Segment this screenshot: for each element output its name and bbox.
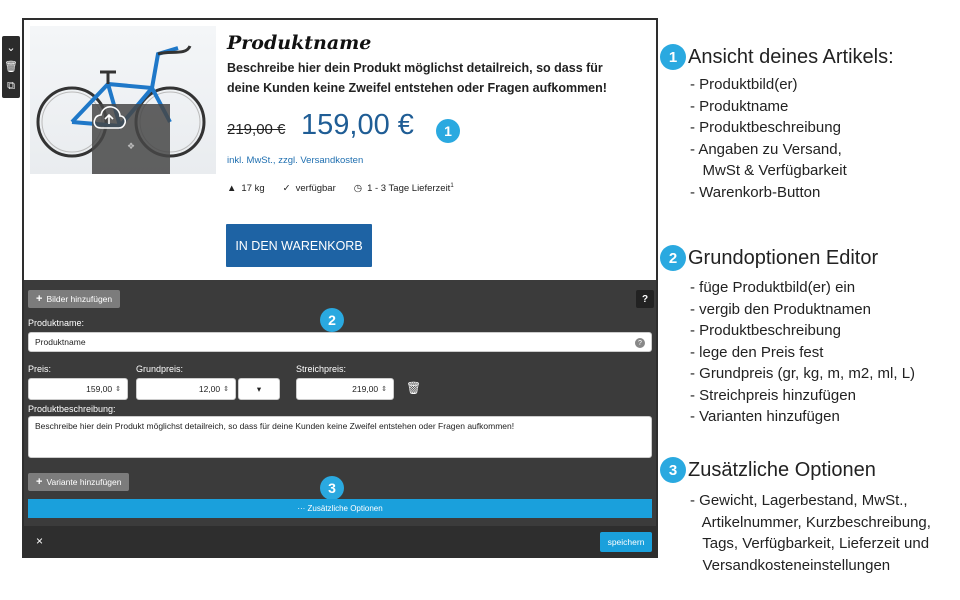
list-item: Versandkosteneinstellungen — [690, 556, 891, 574]
plus-icon: + — [36, 476, 43, 488]
product-name-input[interactable] — [28, 332, 652, 352]
plus-icon: + — [36, 293, 43, 305]
stepper-icon[interactable]: ⇕ — [115, 386, 121, 393]
description-textarea[interactable]: Beschreibe hier dein Produkt möglichst detailreich, so dass für deine Kunden keine Zweifel entstehen oder Fragen aufkommen! — [28, 416, 652, 458]
list-item: Artikelnummer, Kurzbeschreibung, — [690, 513, 931, 531]
list-item: - Gewicht, Lagerbestand, MwSt., — [690, 492, 908, 509]
explain-badge-1: 1 — [660, 44, 686, 70]
trash-icon[interactable]: 🗑 — [4, 60, 18, 73]
chevron-down-icon[interactable]: ⌄ — [6, 42, 16, 55]
help-circle-icon[interactable]: ? — [635, 338, 645, 348]
help-button[interactable]: ? — [636, 290, 654, 308]
trash-icon[interactable]: 🗑 — [406, 381, 422, 395]
product-title: Produktname — [227, 32, 372, 54]
close-icon[interactable]: × — [36, 534, 44, 548]
dropbox-icon[interactable]: ❖ — [126, 140, 136, 151]
basic-options-editor — [24, 280, 656, 556]
section-list-1 — [690, 74, 847, 203]
list-item: - Produktname — [690, 97, 789, 115]
stepper-icon[interactable]: ⇕ — [381, 386, 387, 393]
tax-shipping-note[interactable]: inkl. MwSt., zzgl. Versandkosten — [227, 155, 364, 166]
explain-badge-3: 3 — [660, 457, 686, 483]
delivery-value: 1 - 3 Tage Lieferzeit — [367, 183, 451, 195]
weight-value: 17 kg — [241, 183, 265, 194]
unit-select[interactable] — [238, 378, 280, 400]
product-name-label: Produktname: — [28, 318, 85, 328]
product-editor-frame — [22, 18, 658, 558]
product-description: Beschreibe hier dein Produkt möglichst detailreich, so dass für deine Kunden keine Zweifel entstehen oder Fragen aufkommen! — [227, 61, 607, 95]
product-preview — [24, 20, 656, 280]
save-button[interactable]: speichern — [600, 532, 652, 552]
list-item: - Produktbeschreibung — [690, 322, 841, 339]
list-item: - füge Produktbild(er) ein — [690, 279, 856, 296]
strike-price-value: 219,00 — [352, 384, 379, 394]
explanation-panel — [660, 0, 960, 600]
add-variant-label: Variante hinzufügen — [46, 477, 122, 487]
strike-price-input[interactable] — [296, 378, 394, 400]
weight-info — [227, 183, 265, 194]
list-item: - Varianten hinzufügen — [690, 408, 840, 425]
section-title-3: Zusätzliche Optionen — [688, 459, 876, 481]
clock-icon: ◷ — [353, 183, 363, 195]
base-price-value: 12,00 — [198, 384, 221, 394]
section-title-2: Grundoptionen Editor — [688, 247, 879, 269]
add-images-label: Bilder hinzufügen — [46, 294, 113, 304]
list-item: - Grundpreis (gr, kg, m, m2, ml, L) — [690, 365, 916, 382]
product-meta — [227, 183, 454, 194]
list-item: - vergib den Produktnamen — [690, 300, 871, 318]
extra-options-button[interactable]: ··· Zusätzliche Optionen — [28, 499, 652, 518]
availability-value: verfügbar — [295, 183, 336, 194]
add-to-cart-button[interactable]: IN DEN WARENKORB — [226, 224, 372, 267]
list-item: - lege den Preis fest — [690, 343, 824, 361]
editor-footer — [24, 526, 656, 556]
list-item: - Produktbild(er) — [690, 76, 798, 93]
mini-toolbar — [2, 36, 20, 98]
callout-badge-1: 1 — [436, 119, 460, 143]
list-item: - Produktbeschreibung — [690, 119, 841, 136]
callout-badge-2: 2 — [320, 308, 344, 332]
delivery-footnote: 1 — [450, 183, 454, 189]
duplicate-icon[interactable]: ⧉ — [7, 79, 15, 92]
cloud-upload-icon — [92, 104, 126, 132]
stepper-icon[interactable]: ⇕ — [223, 386, 229, 393]
check-icon: ✓ — [282, 183, 291, 194]
weight-icon: ▲ — [227, 183, 237, 194]
current-price: 159,00 € — [301, 109, 414, 141]
add-images-button[interactable] — [28, 290, 120, 308]
price-label: Preis: — [28, 364, 52, 374]
description-label: Produktbeschreibung: — [28, 404, 116, 414]
availability-info — [283, 183, 336, 194]
chevron-down-icon: ▾ — [256, 383, 262, 394]
section-list-3 — [690, 490, 931, 576]
base-price-label: Grundpreis: — [136, 364, 184, 374]
product-image[interactable] — [30, 26, 216, 174]
product-name-value: Produktname — [35, 337, 86, 347]
callout-badge-3: 3 — [320, 476, 344, 500]
add-variant-button[interactable] — [28, 473, 129, 491]
explain-badge-2: 2 — [660, 245, 686, 271]
delivery-info — [354, 183, 454, 194]
list-item: MwSt & Verfügbarkeit — [690, 162, 847, 179]
list-item: - Streichpreis hinzufügen — [690, 386, 856, 404]
section-list-2 — [690, 277, 915, 428]
list-item: Tags, Verfügbarkeit, Lieferzeit und — [690, 535, 930, 552]
section-title-1: Ansicht deines Artikels: — [688, 46, 894, 68]
upload-image-button[interactable] — [92, 104, 170, 174]
list-item: - Warenkorb-Button — [690, 183, 821, 201]
list-item: - Angaben zu Versand, — [690, 140, 842, 158]
price-input[interactable] — [28, 378, 128, 400]
price-value: 159,00 — [86, 384, 113, 394]
strike-price: 219,00 € — [227, 121, 286, 138]
base-price-input[interactable] — [136, 378, 236, 400]
strike-price-label: Streichpreis: — [296, 364, 347, 374]
